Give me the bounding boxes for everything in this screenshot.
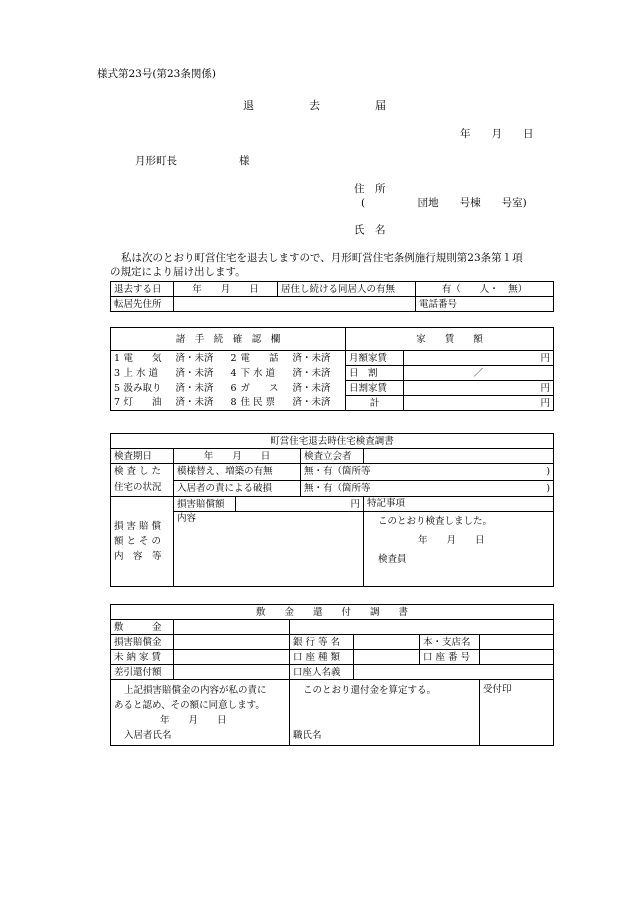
rent-header: 家 賃 額 bbox=[346, 328, 554, 351]
phone-label: 電話番号 bbox=[419, 298, 458, 310]
procedures-header: 諸 手 続 確 認 欄 bbox=[111, 328, 346, 351]
branch-value[interactable] bbox=[480, 635, 554, 650]
house-status-label-line1: 検 査 し た bbox=[114, 466, 162, 477]
staff-name-label: 職氏名 bbox=[293, 730, 322, 741]
refund-value[interactable] bbox=[174, 665, 290, 680]
account-name-label: 口座人名義 bbox=[290, 665, 354, 680]
move-out-date-value[interactable]: 年 月 日 bbox=[174, 282, 278, 297]
account-type-label: 口 座 種 類 bbox=[290, 650, 354, 665]
deposit-value[interactable] bbox=[174, 620, 290, 635]
name-label: 氏 名 bbox=[354, 224, 386, 236]
account-type-value[interactable] bbox=[354, 650, 420, 665]
proc-no: 8 bbox=[228, 396, 238, 411]
rent-label: 月額家賃 bbox=[346, 351, 404, 366]
comp-value[interactable] bbox=[174, 635, 290, 650]
rent-value[interactable]: ／ bbox=[404, 366, 554, 381]
content-field[interactable] bbox=[174, 512, 364, 587]
rent-value[interactable]: 円 bbox=[404, 351, 554, 366]
addressee-suffix: 様 bbox=[239, 155, 250, 167]
bank-value[interactable] bbox=[354, 635, 420, 650]
proc-no: 6 bbox=[230, 382, 237, 394]
statement-line-2: の規定により届け出します。 bbox=[110, 266, 246, 278]
phone-cell[interactable] bbox=[416, 297, 554, 312]
proc-name: 電 話 bbox=[240, 352, 279, 364]
damage-value[interactable] bbox=[301, 480, 554, 497]
rent-value[interactable]: 円 bbox=[404, 396, 554, 411]
cohabitant-value[interactable]: 有（ 人・ 無） bbox=[416, 282, 554, 297]
form-number: 様式第23号(第23条関係) bbox=[97, 68, 216, 80]
new-address-field[interactable] bbox=[174, 297, 416, 312]
proc-status[interactable]: 済・未済 bbox=[290, 366, 346, 381]
account-name-value[interactable] bbox=[354, 665, 554, 680]
resident-name-label: 入居者氏名 bbox=[124, 730, 172, 741]
account-no-label: 口 座 番 号 bbox=[420, 650, 480, 665]
rent-label: 計 bbox=[346, 396, 404, 411]
inspection-date-value[interactable]: 年 月 日 bbox=[174, 449, 301, 464]
comp-label: 損害賠償金 bbox=[111, 635, 174, 650]
notes-label: 特記事項 bbox=[367, 498, 406, 509]
date-line: 年 月 日 bbox=[460, 128, 534, 140]
proc-status[interactable]: 済・未済 bbox=[175, 352, 214, 364]
inspection-title: 町営住宅退去時住宅検査調書 bbox=[111, 434, 554, 449]
proc-name: 灯 油 bbox=[121, 396, 173, 411]
new-address-label: 転居先住所 bbox=[111, 297, 174, 312]
rent-label: 日 割 bbox=[346, 366, 404, 381]
deposit-blank bbox=[290, 620, 554, 635]
inspected-text: このとおり検査しました。 bbox=[378, 516, 493, 527]
damage-label: 入居者の責による破損 bbox=[174, 480, 301, 497]
proc-no: 5 bbox=[111, 381, 121, 396]
comp-label-line2: 額 と そ の bbox=[114, 536, 162, 547]
damage-paren: ) bbox=[546, 482, 551, 494]
inspector-label: 検査員 bbox=[378, 554, 407, 565]
consent-line1: 上記損害賠償金の内容が私の責に bbox=[124, 685, 267, 696]
calc-text: このとおり還付金を算定する。 bbox=[303, 685, 437, 696]
proc-no: 3 bbox=[111, 366, 121, 381]
move-out-date-label: 退去する日 bbox=[111, 282, 174, 297]
remodel-value[interactable] bbox=[301, 464, 554, 481]
proc-name: 上 水 道 bbox=[123, 367, 159, 379]
inspection-date-label: 検査期日 bbox=[111, 449, 174, 464]
unpaid-value[interactable] bbox=[174, 650, 290, 665]
cohabitant-label: 居住し続ける同居人の有無 bbox=[278, 282, 416, 297]
deposit-table bbox=[110, 604, 554, 746]
proc-no: 1 bbox=[111, 351, 121, 366]
move-out-table bbox=[110, 281, 554, 312]
received-stamp-label: 受付印 bbox=[483, 684, 512, 695]
comp-label-line3: 内 容 等 bbox=[114, 551, 162, 562]
statement-line-1: 私は次のとおり町営住宅を退去しますので、月形町営住宅条例施行規則第23条第１項 bbox=[121, 252, 523, 264]
branch-label: 本・支店名 bbox=[420, 635, 480, 650]
consent-line2: あると認め、その額に同意します。 bbox=[114, 700, 265, 711]
account-no-value[interactable] bbox=[480, 650, 554, 665]
form-title: 退 去 届 bbox=[243, 99, 386, 112]
proc-name: 電 気 bbox=[123, 352, 162, 364]
inspection-confirm bbox=[364, 512, 554, 587]
remodel-label: 模様替え、増築の有無 bbox=[174, 464, 301, 481]
proc-name: 下 水 道 bbox=[240, 367, 276, 379]
proc-name: ガ ス bbox=[240, 382, 279, 394]
received-stamp-cell[interactable] bbox=[480, 680, 554, 746]
proc-status[interactable]: 済・未済 bbox=[290, 381, 346, 396]
consent-date[interactable]: 年 月 日 bbox=[160, 715, 227, 726]
compensation-label bbox=[111, 497, 174, 587]
proc-name: 汲み取り bbox=[123, 382, 162, 394]
unpaid-label: 未 納 家 賃 bbox=[111, 650, 174, 665]
addressee: 月形町長 bbox=[135, 155, 177, 167]
proc-no: 2 bbox=[230, 352, 237, 364]
proc-status[interactable]: 済・未済 bbox=[175, 367, 214, 379]
proc-status[interactable]: 済・未済 bbox=[173, 396, 228, 411]
rent-value[interactable]: 円 bbox=[404, 381, 554, 396]
proc-status[interactable]: 済・未済 bbox=[290, 351, 346, 366]
proc-no: 7 bbox=[111, 396, 121, 411]
address-detail: ( 団地 号棟 号室) bbox=[361, 197, 527, 209]
comp-amount-label: 損害賠償額 bbox=[174, 497, 236, 512]
deposit-label: 敷 金 bbox=[111, 620, 174, 635]
remodel-value-text: 無・有（箇所等 bbox=[304, 466, 371, 478]
comp-label-line1: 損 害 賠 償 bbox=[114, 521, 162, 532]
refund-label: 差引還付額 bbox=[111, 665, 174, 680]
proc-no: 4 bbox=[230, 367, 237, 379]
damage-value-text: 無・有（箇所等 bbox=[304, 482, 371, 494]
content-label: 内容 bbox=[177, 513, 197, 524]
witness-label: 検査立会者 bbox=[301, 449, 364, 464]
calc-cell bbox=[290, 680, 480, 746]
procedures-table bbox=[110, 327, 554, 411]
bank-label: 銀 行 等 名 bbox=[290, 635, 354, 650]
address-label: 住 所 bbox=[354, 183, 386, 195]
comp-amount-value[interactable]: 円 bbox=[236, 497, 364, 512]
witness-field[interactable] bbox=[364, 449, 554, 464]
proc-status[interactable]: 済・未済 bbox=[290, 396, 346, 411]
consent-cell bbox=[111, 680, 290, 746]
house-status-label-line2: 住宅の状況 bbox=[114, 482, 162, 493]
deposit-title: 敷 金 還 付 調 書 bbox=[111, 605, 554, 620]
remodel-paren: ) bbox=[546, 466, 551, 478]
rent-label: 日割家賃 bbox=[346, 381, 404, 396]
notes-field[interactable] bbox=[364, 497, 554, 512]
inspection-table bbox=[110, 433, 554, 587]
proc-status[interactable]: 済・未済 bbox=[175, 382, 214, 394]
house-status-label bbox=[111, 464, 174, 497]
inspected-date[interactable]: 年 月 日 bbox=[418, 535, 485, 546]
proc-name: 住 民 票 bbox=[238, 396, 290, 411]
